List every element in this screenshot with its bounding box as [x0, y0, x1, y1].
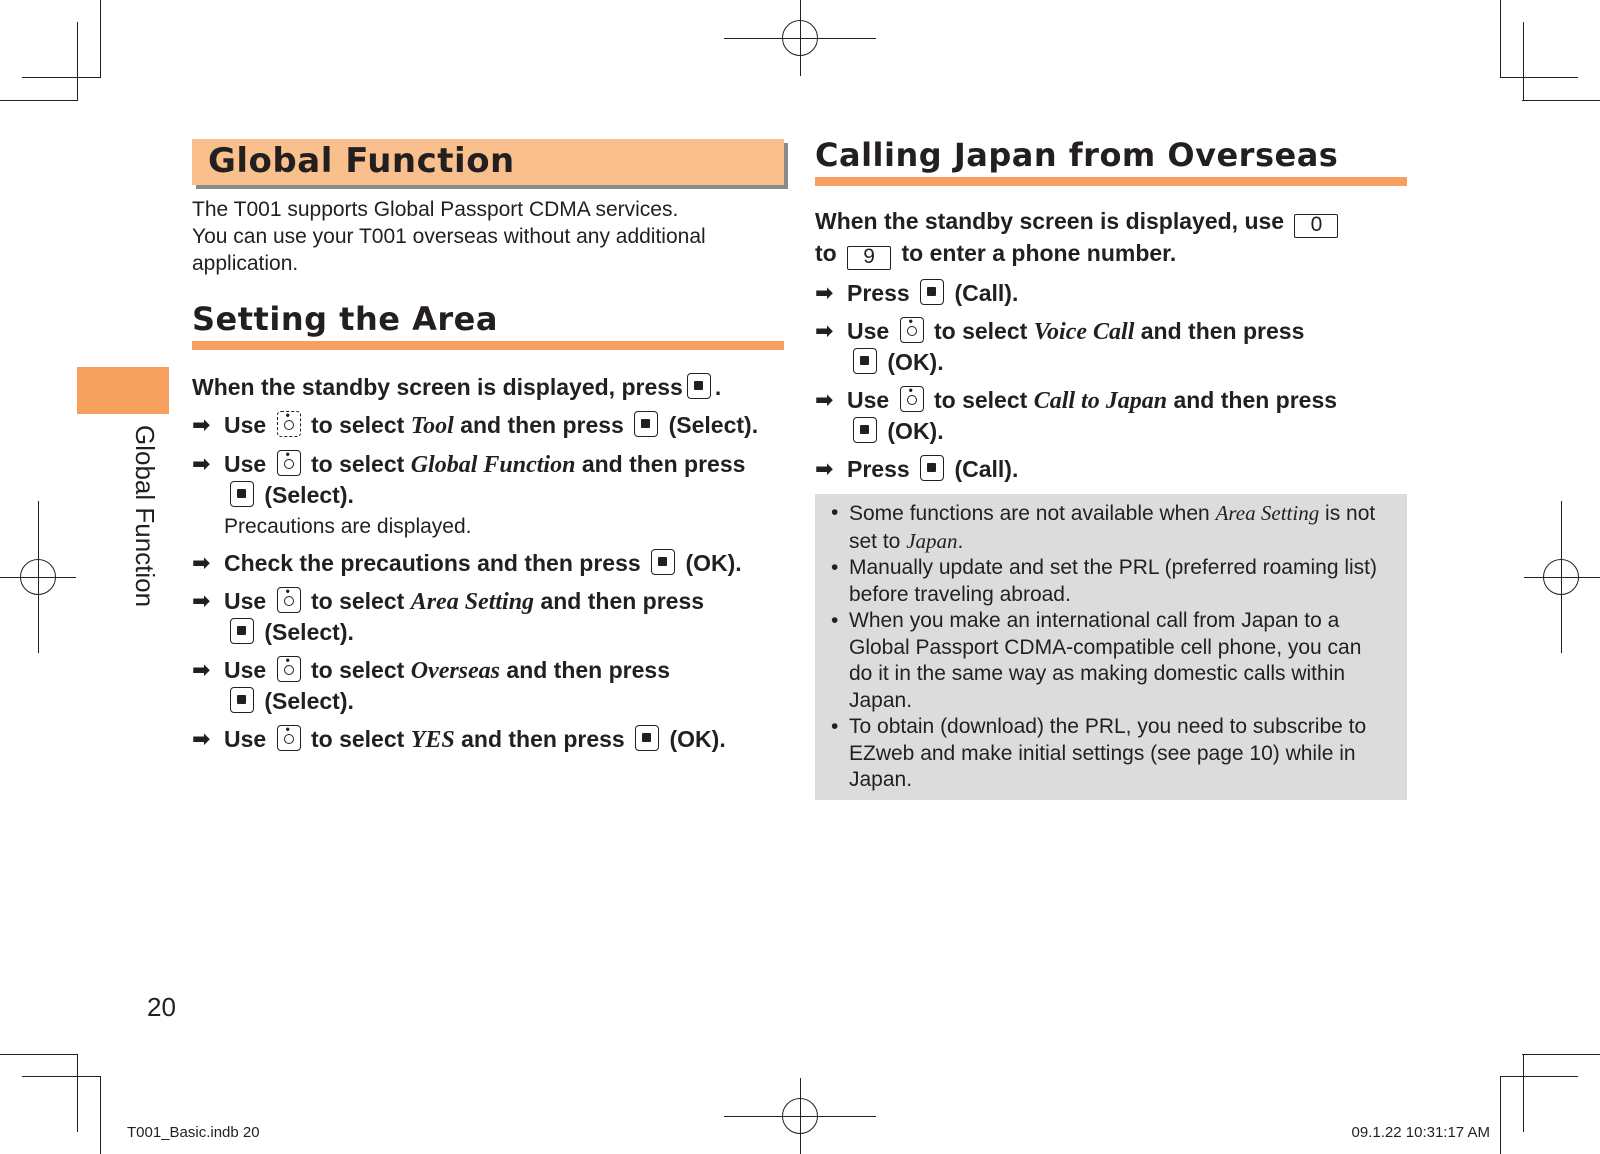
step-item	[192, 586, 784, 647]
step-item	[192, 410, 784, 441]
step-text: to select	[310, 451, 405, 477]
step-item	[192, 655, 784, 716]
intro-paragraph	[192, 196, 784, 277]
center-key-icon	[853, 348, 877, 374]
heading-text: Global Function	[208, 141, 515, 181]
step-text: (Select).	[264, 482, 354, 508]
footer-timestamp: 09.1.22 10:31:17 AM	[1351, 1124, 1490, 1141]
step-item	[192, 548, 784, 578]
step-text: Use	[847, 318, 890, 344]
section-heading	[815, 137, 1407, 186]
center-key-icon	[230, 618, 254, 644]
intro-line: application.	[192, 252, 299, 275]
step-text: (OK).	[887, 349, 944, 375]
step-item	[815, 316, 1407, 377]
step-text: Use	[224, 657, 267, 683]
right-arrow-icon: ➡	[192, 412, 211, 437]
menu-item-name: Japan	[906, 528, 958, 553]
center-key-icon	[920, 455, 944, 481]
navigation-key-icon	[900, 317, 924, 343]
right-arrow-icon: ➡	[815, 318, 834, 343]
step-text: Use	[224, 451, 267, 477]
step-text: to select	[933, 387, 1028, 413]
center-key-icon	[635, 725, 659, 751]
step-item	[815, 385, 1407, 446]
step-text: to select	[310, 726, 405, 752]
step-text: Use	[224, 726, 267, 752]
step-text: and then press	[540, 588, 705, 614]
right-arrow-icon: ➡	[192, 588, 211, 613]
heading-text: Calling Japan from Overseas	[815, 136, 1339, 174]
menu-item-name: Voice Call	[1033, 319, 1135, 345]
right-arrow-icon: ➡	[192, 726, 211, 751]
step-text: (Select).	[264, 688, 354, 714]
step-text: Use	[224, 588, 267, 614]
step-text: (Select).	[668, 412, 759, 438]
right-column	[815, 137, 1407, 800]
number-key-icon: 0	[1294, 214, 1338, 238]
navigation-key-icon	[277, 587, 301, 613]
lead-text: When the standby screen is displayed, use	[815, 208, 1285, 234]
step-text: to select	[310, 588, 405, 614]
instruction-lead	[815, 206, 1407, 270]
right-arrow-icon: ➡	[192, 657, 211, 682]
memo-item: • Manually update and set the PRL (preferred roaming list) before traveling abroad.	[831, 555, 1389, 608]
step-text: and then press	[506, 657, 671, 683]
step-item	[192, 724, 784, 755]
step-text: to select	[310, 657, 405, 683]
subheading-text: Setting the Area	[192, 300, 498, 338]
center-key-icon	[853, 417, 877, 443]
center-key-icon	[230, 481, 254, 507]
step-note: Precautions are displayed.	[224, 515, 472, 538]
step-item	[815, 454, 1407, 484]
section-heading	[192, 139, 784, 185]
step-text: and then press	[1173, 387, 1338, 413]
intro-line: The T001 supports Global Passport CDMA services.	[192, 198, 679, 221]
page-number: 20	[147, 992, 176, 1022]
memo-text: is not set to	[849, 502, 1376, 553]
memo-item	[831, 500, 1389, 555]
step-text: and then press	[1140, 318, 1305, 344]
left-column	[192, 139, 784, 755]
menu-item-name: Tool	[410, 413, 454, 439]
step-text: Press	[847, 280, 910, 306]
navigation-key-icon	[277, 656, 301, 682]
center-key-icon	[230, 687, 254, 713]
step-text: (OK).	[887, 418, 944, 444]
subsection-heading	[192, 301, 784, 350]
instruction-lead: When the standby screen is displayed, press .	[192, 374, 722, 400]
menu-item-name: Area Setting	[1215, 501, 1320, 525]
menu-item-name: Overseas	[410, 658, 501, 684]
side-tab-label: Global Function	[130, 425, 160, 608]
memo-item: • To obtain (download) the PRL, you need to subscribe to EZweb and make initial settings (see page 10) while in Japan.	[831, 714, 1389, 794]
menu-item-name: YES	[410, 727, 455, 753]
navigation-key-icon	[900, 386, 924, 412]
center-key-icon	[920, 279, 944, 305]
right-arrow-icon: ➡	[815, 456, 834, 481]
step-text: Check the precautions and then press	[224, 550, 641, 576]
step-text: Press	[847, 456, 910, 482]
center-key-icon	[634, 411, 658, 437]
step-item	[815, 278, 1407, 308]
side-tab	[77, 367, 169, 414]
memo-text: .	[957, 529, 964, 553]
right-arrow-icon: ➡	[815, 280, 834, 305]
right-arrow-icon: ➡	[192, 550, 211, 575]
step-text: and then press	[581, 451, 746, 477]
center-key-icon	[651, 549, 675, 575]
right-arrow-icon: ➡	[192, 451, 211, 476]
step-text: (Call).	[954, 456, 1019, 482]
right-arrow-icon: ➡	[815, 387, 834, 412]
intro-line: You can use your T001 overseas without any additional	[192, 225, 706, 248]
step-text: and then press	[460, 412, 624, 438]
step-text: Use	[224, 412, 267, 438]
step-text: Use	[847, 387, 890, 413]
lead-text: to enter a phone number.	[901, 240, 1177, 266]
memo-box	[815, 494, 1407, 800]
step-text: (OK).	[669, 726, 726, 752]
menu-item-name: Call to Japan	[1033, 388, 1168, 414]
step-text: to select	[933, 318, 1028, 344]
number-key-icon: 9	[847, 246, 891, 270]
memo-text: Some functions are not available when	[849, 502, 1210, 525]
step-item	[192, 449, 784, 540]
step-text: (Select).	[264, 619, 354, 645]
lead-text: When the standby screen is displayed, press	[192, 374, 683, 400]
step-text: (Call).	[954, 280, 1019, 306]
navigation-key-icon	[277, 411, 301, 437]
step-text: to select	[310, 412, 405, 438]
navigation-key-icon	[277, 725, 301, 751]
step-text: and then press	[461, 726, 625, 752]
lead-text: to	[815, 240, 837, 266]
navigation-key-icon	[277, 450, 301, 476]
menu-item-name: Area Setting	[410, 589, 535, 615]
footer-file-name: T001_Basic.indb 20	[127, 1124, 260, 1141]
step-text: (OK).	[685, 550, 742, 576]
memo-item: • When you make an international call from Japan to a Global Passport CDMA-compatible cell phone, you can do it in the same way as making domestic calls within Japan.	[831, 608, 1389, 714]
menu-item-name: Global Function	[410, 452, 576, 478]
center-key-icon	[687, 373, 711, 399]
